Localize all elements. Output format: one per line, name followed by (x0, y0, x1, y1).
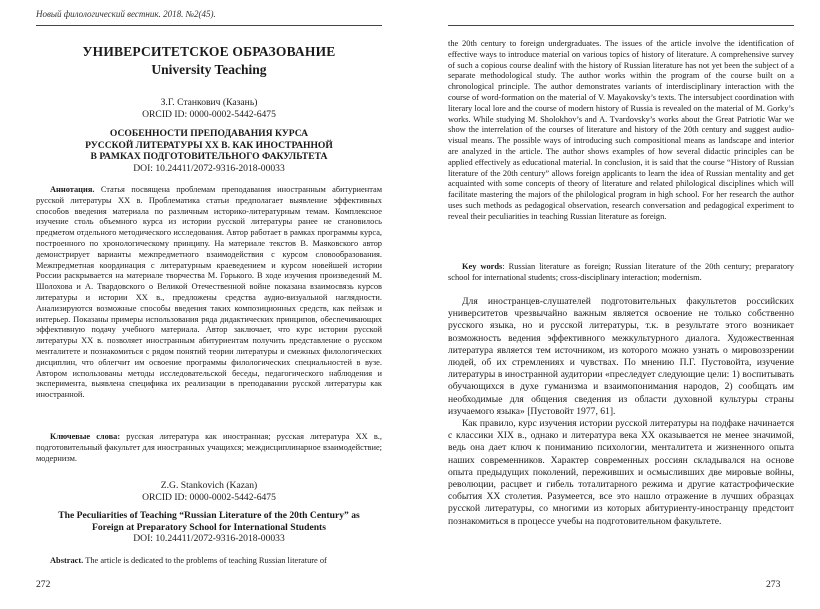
running-head: Новый филологический вестник. 2018. №2(45). (36, 9, 216, 19)
abstract-text-en-start: The article is dedicated to the problems of teaching Russian literature of (83, 556, 327, 565)
page-number-left: 272 (36, 579, 51, 590)
doi-ru: DOI: 10.24411/2072-9316-2018-00033 (133, 162, 285, 174)
title-ru-line-2: РУССКОЙ ЛИТЕРАТУРЫ XX В. КАК ИНОСТРАННОЙ (85, 139, 333, 151)
title-en-line-2: Foreign at Preparatory School for International Students (92, 521, 326, 533)
doi-en: DOI: 10.24411/2072-9316-2018-00033 (133, 533, 285, 544)
abstract-ru (36, 185, 382, 401)
body-paragraph-1: Для иностранцев-слушателей подготовительных факультетов российских университетов чрезвычайно важным является освоение не только собственно русского языка, но и русской литературы, т.к. в результате этого возникает возможность ведения эффективного межкультурного диалога. Художественная литература является тем источником, из которого можно узнать о мировоззрении людей, об их стремлениях и чувствах. По мнению П.Г. Пустовойта, изучение литературы в иностранной аудитории «преследует следующие цели: 1) воспитывать обучающихся в духе гуманизма и взаимопонимания народов, 2) сообщать им необходимые для общения сведения из области духовной культуры страны изучаемого языка» [Пустовойт 1977, 61]. (448, 296, 794, 417)
abstract-en-start (36, 556, 382, 567)
author-ru: З.Г. Станкович (Казань) (160, 97, 258, 108)
keywords-label-ru: Ключевые слова: (50, 432, 121, 441)
orcid-ru: ORCID ID: 0000-0002-5442-6475 (142, 109, 276, 120)
section-title-ru: УНИВЕРСИТЕТСКОЕ ОБРАЗОВАНИЕ (82, 44, 336, 59)
body-paragraph-2: Как правило, курс изучения истории русской литературы на подфаке начинается с классики XIX в., однако и литература века XX оказывается не менее значимой, ведь она дает ключ к пониманию психологии, менталитета и жизненного опыта наших современников. Характер современных россиян складывался на основе опыта предыдущих поколений, переживших и осмысливших две мировые войны, революции, расцвет и гибель тоталитарного режима и другие катастрофические события XX столетия. Разумеется, все это нашло отражение в лучших образцах русской литературы, со многими из которых абитуриенту-иностранцу предстоит познакомиться в процессе учебы на подготовительном факультете. (448, 418, 794, 527)
abstract-text-ru: Статья посвящена проблемам преподавания иностранным абитуриентам русской литературы XX в. Проблематика статьи предполагает выявление эффективных способов введения материала по различным историко-литературным темам. Комплексное изучение столь объемного курса из истории русской литературы ранее не становилось предметом отдельного методического исследования. Автор работает в рамках программы курса, построенного по хронологическому принципу. На материале текстов В. Маяковского автор демонстрирует варианты межпредметного взаимодействия с курсом словообразования. Межпредметная координация с литературным краеведением и курсом новейшей истории России раскрывается на материале творчества М. Горького. В ходе изучения произведений М. Шолохова и А. Твардовского о Великой Отечественной войне показана взаимосвязь курсов литературы и истории XX в., предложены средства аудио-визуальной наглядности. Анализируются возможные способы введения таких композиционных средств, как пейзаж и интерьер. Показаны примеры использования ряда дидактических принципов, обеспечивающих эффективную подачу учебного материала. Автор заключает, что курс истории русской литературы XX в. позволяет иностранным абитуриентам получить представление о русском менталитете и познакомиться с рядом понятий теории литературы и смежных филологических дисциплин, что облегчит им освоение программы филологических специальностей в вузе. Автором использованы методы исследовательской беседы, педагогического наблюдения и эксперимента, выявлена специфика их реализации в преподавании русской литературы как иностранной. (36, 185, 382, 400)
author-block-ru (36, 97, 382, 121)
keywords-ru (36, 432, 382, 464)
title-ru-line-3: В РАМКАХ ПОДГОТОВИТЕЛЬНОГО ФАКУЛЬТЕТА (90, 151, 328, 162)
abstract-label-ru: Аннотация. (50, 185, 95, 194)
author-block-en (36, 480, 382, 504)
title-ru-line-1: ОСОБЕННОСТИ ПРЕПОДАВАНИЯ КУРСА (109, 128, 309, 139)
abstract-en-continued: the 20th century to foreign undergraduates. The issues of the article involve the identification of effective ways to introduce material on various topics of history of literature. A comprehensive survey of such a copious course dealinf with the history of Russian literature has not yet been the subject of a separate methodological study. The author works within the program of the course built on a chronological principle. The author demonstrates variants of interdisciplinary interaction with the course of word-formation on the material of V. Mayakovsky’s texts. The intersubject coordination with literary local lore and the course of modern history of Russia is revealed on the material of M. Gorky’s works. While studying M. Sholokhov’s and A. Tvardovsky’s works about the Great Patriotic War we show the interrelation of the courses of literature and history of the 20th century and suggest audio-visual means. The possible ways of introducing such compositional means as landscape and interior are analyzed in the article. The author shows examples of how several didactic principles can be applied effectively as educational material. In conclusion, it is said that the course “History of Russian literature of the 20th century” allows foreign applicants to learn the idea of Russian mentality and get acquainted with some concepts of theory of literature and related philological disciplines which will facilitate mastering the majors of the philological program in high school. For her research the author uses such methods as pedagogical observation, research conversation and pedagogical experiment to reveal their peculiarities in teaching Russian literature as foreign. (448, 39, 794, 221)
header-rule-right (448, 25, 794, 26)
section-title-en: University Teaching (151, 62, 267, 77)
keywords-label-en: Key words (462, 262, 503, 271)
right-page (410, 0, 820, 609)
abstract-label-en: Abstract. (50, 556, 84, 565)
title-en-line-1: The Peculiarities of Teaching “Russian Literature of the 20th Century” as (58, 510, 360, 521)
article-body (448, 296, 794, 528)
keywords-text-en: : Russian literature as foreign; Russian literature of the 20th century; preparatory school for international students; cross-disciplinary interaction; modernism. (448, 262, 794, 282)
article-title-en (36, 510, 382, 545)
article-title-ru (36, 128, 382, 174)
keywords-en (448, 262, 794, 284)
header-rule (36, 25, 382, 26)
page-number-right: 273 (766, 579, 781, 590)
author-en: Z.G. Stankovich (Kazan) (160, 480, 258, 491)
orcid-en: ORCID ID: 0000-0002-5442-6475 (142, 492, 276, 503)
keywords-text-ru: русская литература как иностранная; русская литература XX в., подготовительный факультет для иностранных учащихся; междисциплинарное взаимодействие; модернизм. (36, 432, 382, 463)
